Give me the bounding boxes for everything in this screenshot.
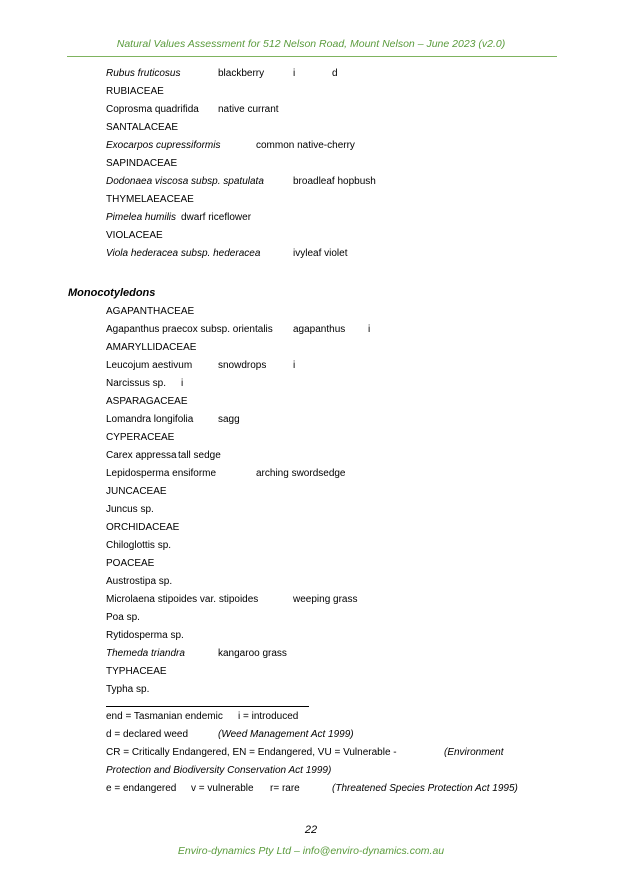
header-divider	[67, 56, 557, 57]
species-name: Narcissus sp.	[106, 378, 167, 389]
species-name: Themeda triandra	[106, 648, 185, 659]
species-name: Lepidosperma ensiforme	[106, 468, 217, 479]
status-code: i	[368, 324, 371, 335]
footnote-text: d = declared weed	[106, 729, 189, 740]
footnote-text: end = Tasmanian endemic	[106, 711, 223, 722]
species-name: Austrostipa sp.	[106, 576, 173, 587]
species-name: Microlaena stipoides var. stipoides	[106, 594, 259, 605]
species-name: Juncus sp.	[106, 504, 154, 515]
family-name: THYMELAEACEAE	[106, 194, 194, 205]
footnote-text: r= rare	[270, 783, 300, 794]
common-name: dwarf riceflower	[181, 212, 252, 223]
family-name: VIOLACEAE	[106, 230, 163, 241]
footnote-act: (Weed Management Act 1999)	[218, 729, 354, 740]
family-name: POACEAE	[106, 558, 155, 569]
common-name: common native-cherry	[256, 140, 355, 151]
footnote-text: e = endangered	[106, 783, 177, 794]
family-name: SANTALACEAE	[106, 122, 179, 133]
species-name: Poa sp.	[106, 612, 140, 623]
footnote-text: i = introduced	[238, 711, 299, 722]
species-name: Lomandra longifolia	[106, 414, 194, 425]
species-name: Rytidosperma sp.	[106, 630, 184, 641]
page-header: Natural Values Assessment for 512 Nelson Road, Mount Nelson – June 2023 (v2.0)	[116, 38, 506, 50]
common-name: snowdrops	[218, 360, 267, 371]
status-code: d	[332, 68, 338, 79]
common-name: sagg	[218, 414, 240, 425]
species-name: Chiloglottis sp.	[106, 540, 172, 551]
species-name: Coprosma quadrifida	[106, 104, 199, 115]
footnote-act: (Environment	[444, 747, 504, 758]
species-name: Viola hederacea subsp. hederacea	[106, 248, 261, 259]
family-name: CYPERACEAE	[106, 432, 175, 443]
status-code: i	[293, 360, 296, 371]
page-number: 22	[304, 824, 318, 836]
species-name: Exocarpos cupressiformis	[106, 140, 221, 151]
species-name: Dodonaea viscosa subsp. spatulata	[106, 176, 264, 187]
footnote-text: v = vulnerable	[191, 783, 254, 794]
family-name: TYPHACEAE	[106, 666, 167, 677]
common-name: broadleaf hopbush	[293, 176, 376, 187]
common-name: arching swordsedge	[256, 468, 346, 479]
footnote-act: (Threatened Species Protection Act 1995)	[332, 783, 518, 794]
family-name: RUBIACEAE	[106, 86, 164, 97]
common-name: ivyleaf violet	[293, 248, 348, 259]
common-name: tall sedge	[178, 450, 221, 461]
species-name: Agapanthus praecox subsp. orientalis	[106, 324, 273, 335]
species-name: Pimelea humilis	[106, 212, 177, 223]
footnote-text: CR = Critically Endangered, EN = Endangered, VU = Vulnerable -	[106, 747, 397, 758]
footnote-act: Protection and Biodiversity Conservation Act 1999)	[106, 765, 332, 776]
species-name: Leucojum aestivum	[106, 360, 193, 371]
family-name: SAPINDACEAE	[106, 158, 178, 169]
family-name: AGAPANTHACEAE	[106, 306, 195, 317]
family-name: JUNCACEAE	[106, 486, 167, 497]
footnote-divider	[106, 706, 309, 707]
section-title-monocotyledons: Monocotyledons	[68, 287, 156, 299]
common-name: weeping grass	[293, 594, 358, 605]
family-name: AMARYLLIDACEAE	[106, 342, 197, 353]
species-name: Typha sp.	[106, 684, 150, 695]
species-name: Carex appressa	[106, 450, 177, 461]
page-footer: Enviro-dynamics Pty Ltd – info@enviro-dynamics.com.au	[177, 845, 445, 857]
family-name: ORCHIDACEAE	[106, 522, 180, 533]
common-name: blackberry	[218, 68, 265, 79]
family-name: ASPARAGACEAE	[106, 396, 188, 407]
status-code: i	[293, 68, 296, 79]
common-name: agapanthus	[293, 324, 346, 335]
common-name: native currant	[218, 104, 279, 115]
species-name: Rubus fruticosus	[106, 68, 181, 79]
common-name: kangaroo grass	[218, 648, 287, 659]
status-code: i	[181, 378, 184, 389]
